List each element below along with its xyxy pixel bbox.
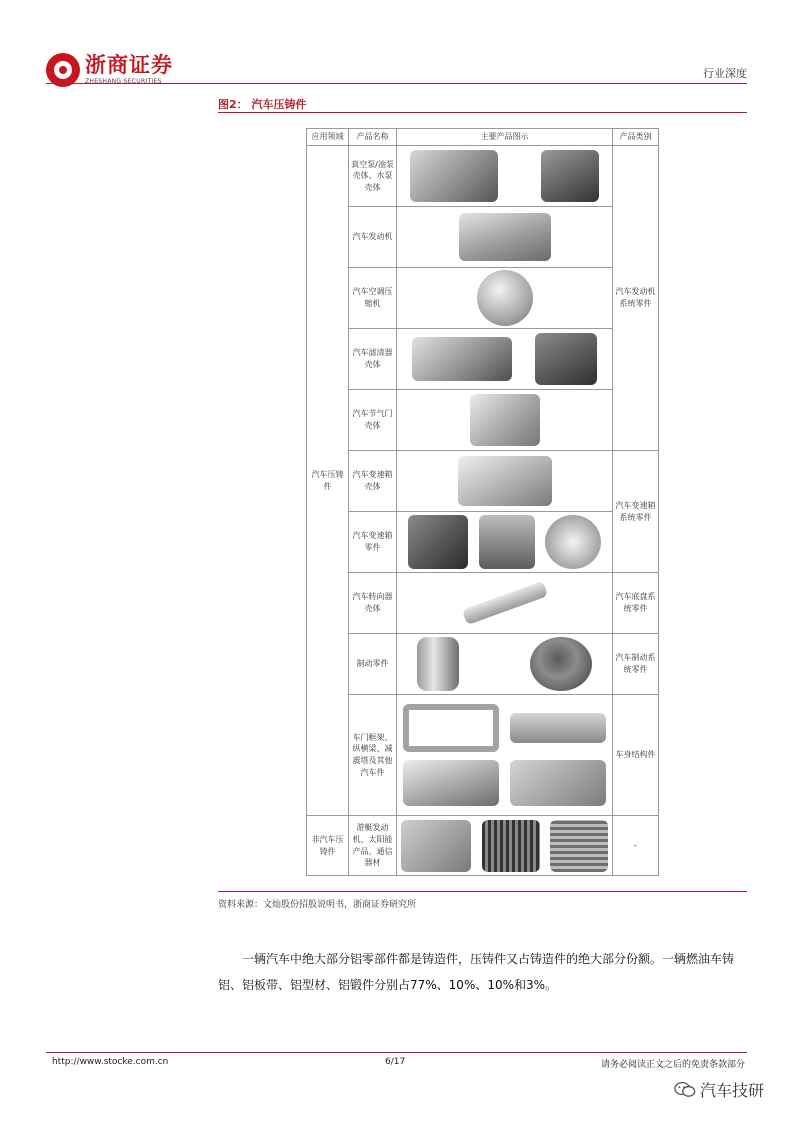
product-name: 汽车发动机 [349,207,397,268]
table-row [307,512,659,573]
product-name: 制动零件 [349,634,397,695]
castings-table [306,128,659,876]
table-row [307,329,659,390]
body-paragraph: 一辆汽车中绝大部分铝零部件都是铸造件，压铸件又占铸造件的绝大部分份额。一辆燃油车铸铝、铝板带、铝型材、铝锻件分别占77%、10%、10%和3%。 [218,952,735,992]
product-name: 车门框架、纵横梁、减震塔及其他汽车件 [349,695,397,816]
table-header-row [307,129,659,146]
pump-housing-image [410,150,498,202]
col-header-images: 主要产品图示 [397,129,613,146]
product-images [397,573,613,634]
compressor-image [477,270,533,326]
telecom-part-image [550,820,608,872]
marine-engine-part-image [401,820,471,872]
product-name: 游艇发动机、太阳能产品、通信器材 [349,816,397,876]
table-row [307,268,659,329]
wechat-icon [674,1081,696,1098]
throttle-body-image [470,394,540,446]
col-header-domain: 应用领域 [307,129,349,146]
filter-housing-image [412,337,512,381]
col-header-product: 产品名称 [349,129,397,146]
footer-divider [46,1052,747,1053]
product-name: 汽车节气门壳体 [349,390,397,451]
company-logo [46,50,176,90]
product-name: 汽车滤清器壳体 [349,329,397,390]
source-divider [218,891,747,892]
table-row [307,695,659,816]
figure-source: 资料来源：文灿股份招股说明书，浙商证券研究所 [218,900,417,910]
product-name: 汽车转向器壳体 [349,573,397,634]
gearbox-part-image [545,515,601,569]
product-images [397,146,613,207]
engine-block-image [459,213,551,261]
brake-part-image [530,637,592,691]
shock-tower-image [403,760,499,806]
product-images [397,816,613,876]
product-images [397,695,613,816]
crossbeam-image [510,713,606,743]
product-images [397,207,613,268]
product-images [397,634,613,695]
col-header-category: 产品类别 [613,129,659,146]
product-images [397,451,613,512]
logo-name-en: ZHESHANG SECURITIES [85,78,162,85]
product-name: 汽车变速箱壳体 [349,451,397,512]
domain-auto-cell: 汽车压铸件 [307,146,349,816]
domain-non-auto-cell: 非汽车压铸件 [307,816,349,876]
product-images [397,390,613,451]
figure-title: 图2： 汽车压铸件 [218,98,307,111]
gearbox-part-image [479,515,535,569]
category-cell: - [613,816,659,876]
category-cell: 汽车底盘系统零件 [613,573,659,634]
gearbox-part-image [408,515,468,569]
table-row [307,390,659,451]
figure-divider [218,112,747,113]
footer-disclaimer: 请务必阅读正文之后的免责条款部分 [600,1060,745,1070]
door-frame-image [403,704,499,752]
table-row [307,816,659,876]
category-cell: 车身结构件 [613,695,659,816]
category-cell: 汽车变速箱系统零件 [613,451,659,573]
table-row [307,207,659,268]
watermark [674,1078,764,1101]
pump-housing-image [541,150,599,202]
category-cell: 汽车制动系统零件 [613,634,659,695]
page-number: 6/17 [385,1057,406,1067]
header-divider [46,83,747,84]
product-images [397,268,613,329]
logo-name: 浙商证券 [85,53,173,77]
gearbox-housing-image [458,456,552,506]
table-row [307,146,659,207]
table-row [307,634,659,695]
report-type: 行业深度 [703,67,747,80]
category-cell: 汽车发动机系统零件 [613,146,659,451]
product-name: 真空泵/油泵壳体、水泵壳体 [349,146,397,207]
table-row [307,573,659,634]
footer-url[interactable]: http://www.stocke.com.cn [52,1057,169,1067]
product-images [397,512,613,573]
solar-product-image [482,820,540,872]
logo-icon [46,53,80,87]
brake-part-image [417,637,459,691]
shock-tower-image [510,760,606,806]
product-name: 汽车空调压缩机 [349,268,397,329]
product-images [397,329,613,390]
product-name: 汽车变速箱零件 [349,512,397,573]
filter-housing-image [535,333,597,385]
steering-housing-image [461,581,547,625]
watermark-text: 汽车技研 [699,1081,764,1100]
table-row [307,451,659,512]
